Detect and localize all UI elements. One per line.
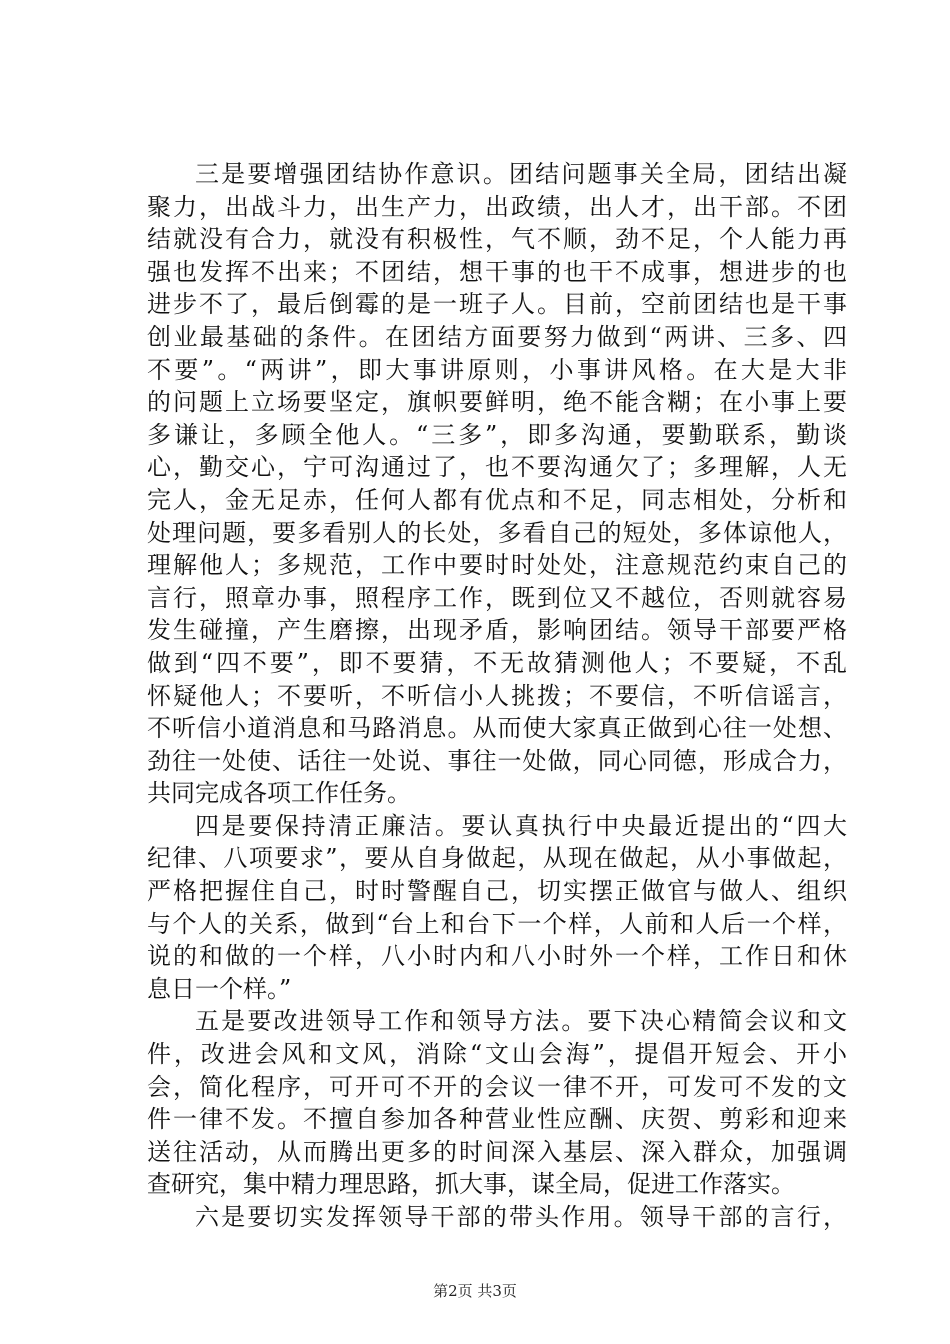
text-line: 查研究，集中精力理思路，抓大事，谋全局，促进工作落实。 bbox=[147, 1170, 795, 1199]
text-line: 与个人的关系，做到“台上和台下一个样，人前和人后一个样， bbox=[147, 909, 847, 938]
text-line: 言行，照章办事，照程序工作，既到位又不越位，否则就容易 bbox=[147, 583, 847, 612]
text-line: 创业最基础的条件。在团结方面要努力做到“两讲、三多、四 bbox=[147, 322, 847, 351]
text-line: 发生碰撞，产生磨擦，出现矛盾，影响团结。领导干部要严格 bbox=[147, 616, 847, 645]
text-line: 会，简化程序，可开可不开的会议一律不开，可发可不发的文 bbox=[147, 1072, 847, 1101]
text-line: 劲往一处使、话往一处说、事往一处做，同心同德，形成合力， bbox=[147, 746, 847, 775]
paragraph bbox=[147, 158, 847, 810]
text-line: 不要”。“两讲”，即大事讲原则，小事讲风格。在大是大非 bbox=[147, 355, 847, 384]
text-line: 共同完成各项工作任务。 bbox=[147, 779, 411, 808]
text-line: 六是要切实发挥领导干部的带头作用。领导干部的言行， bbox=[195, 1203, 847, 1231]
page-footer: 第2页 共3页 bbox=[433, 1282, 517, 1300]
text-line: 理解他人；多规范，工作中要时时处处，注意规范约束自己的 bbox=[147, 551, 847, 580]
text-line: 不听信小道消息和马路消息。从而使大家真正做到心往一处想、 bbox=[147, 714, 847, 743]
paragraph bbox=[147, 1005, 847, 1201]
text-line: 进步不了，最后倒霉的是一班子人。目前，空前团结也是干事 bbox=[147, 290, 847, 319]
text-line: 件一律不发。不擅自参加各种营业性应酬、庆贺、剪彩和迎来 bbox=[147, 1105, 847, 1134]
text-line: 说的和做的一个样，八小时内和八小时外一个样，工作日和休 bbox=[147, 942, 847, 971]
text-line: 多谦让，多顾全他人。“三多”，即多沟通，要勤联系，勤谈 bbox=[147, 420, 847, 449]
text-line: 严格把握住自己，时时警醒自己，切实摆正做官与做人、组织 bbox=[147, 877, 847, 906]
text-line: 件，改进会风和文风，消除“文山会海”，提倡开短会、开小 bbox=[147, 1040, 847, 1069]
document-body bbox=[147, 158, 847, 1234]
text-line: 处理问题，要多看别人的长处，多看自己的短处，多体谅他人， bbox=[147, 518, 847, 547]
text-line: 纪律、八项要求”，要从自身做起，从现在做起，从小事做起， bbox=[147, 844, 847, 873]
text-line: 息日一个样。” bbox=[147, 974, 292, 1003]
text-line: 强也发挥不出来；不团结，想干事的也干不成事，想进步的也 bbox=[147, 257, 847, 286]
text-line: 聚力，出战斗力，出生产力，出政绩，出人才，出干部。不团 bbox=[147, 192, 847, 221]
text-line: 五是要改进领导工作和领导方法。要下决心精简会议和文 bbox=[195, 1007, 847, 1036]
text-line: 完人，金无足赤，任何人都有优点和不足，同志相处，分析和 bbox=[147, 485, 847, 514]
text-line: 做到“四不要”，即不要猜，不无故猜测他人；不要疑，不乱 bbox=[147, 648, 847, 677]
text-line: 送往活动，从而腾出更多的时间深入基层、深入群众，加强调 bbox=[147, 1137, 847, 1166]
text-line: 三是要增强团结协作意识。团结问题事关全局，团结出凝 bbox=[195, 160, 847, 188]
text-line: 心，勤交心，宁可沟通过了，也不要沟通欠了；多理解，人无 bbox=[147, 453, 847, 482]
text-line: 结就没有合力，就没有积极性，气不顺，劲不足，个人能力再 bbox=[147, 225, 847, 254]
paragraph bbox=[147, 810, 847, 1006]
text-line: 的问题上立场要坚定，旗帜要鲜明，绝不能含糊；在小事上要 bbox=[147, 388, 847, 417]
text-line: 四是要保持清正廉洁。要认真执行中央最近提出的“四大 bbox=[195, 811, 847, 840]
paragraph bbox=[147, 1201, 847, 1234]
text-line: 怀疑他人；不要听，不听信小人挑拨；不要信，不听信谣言， bbox=[147, 681, 847, 710]
